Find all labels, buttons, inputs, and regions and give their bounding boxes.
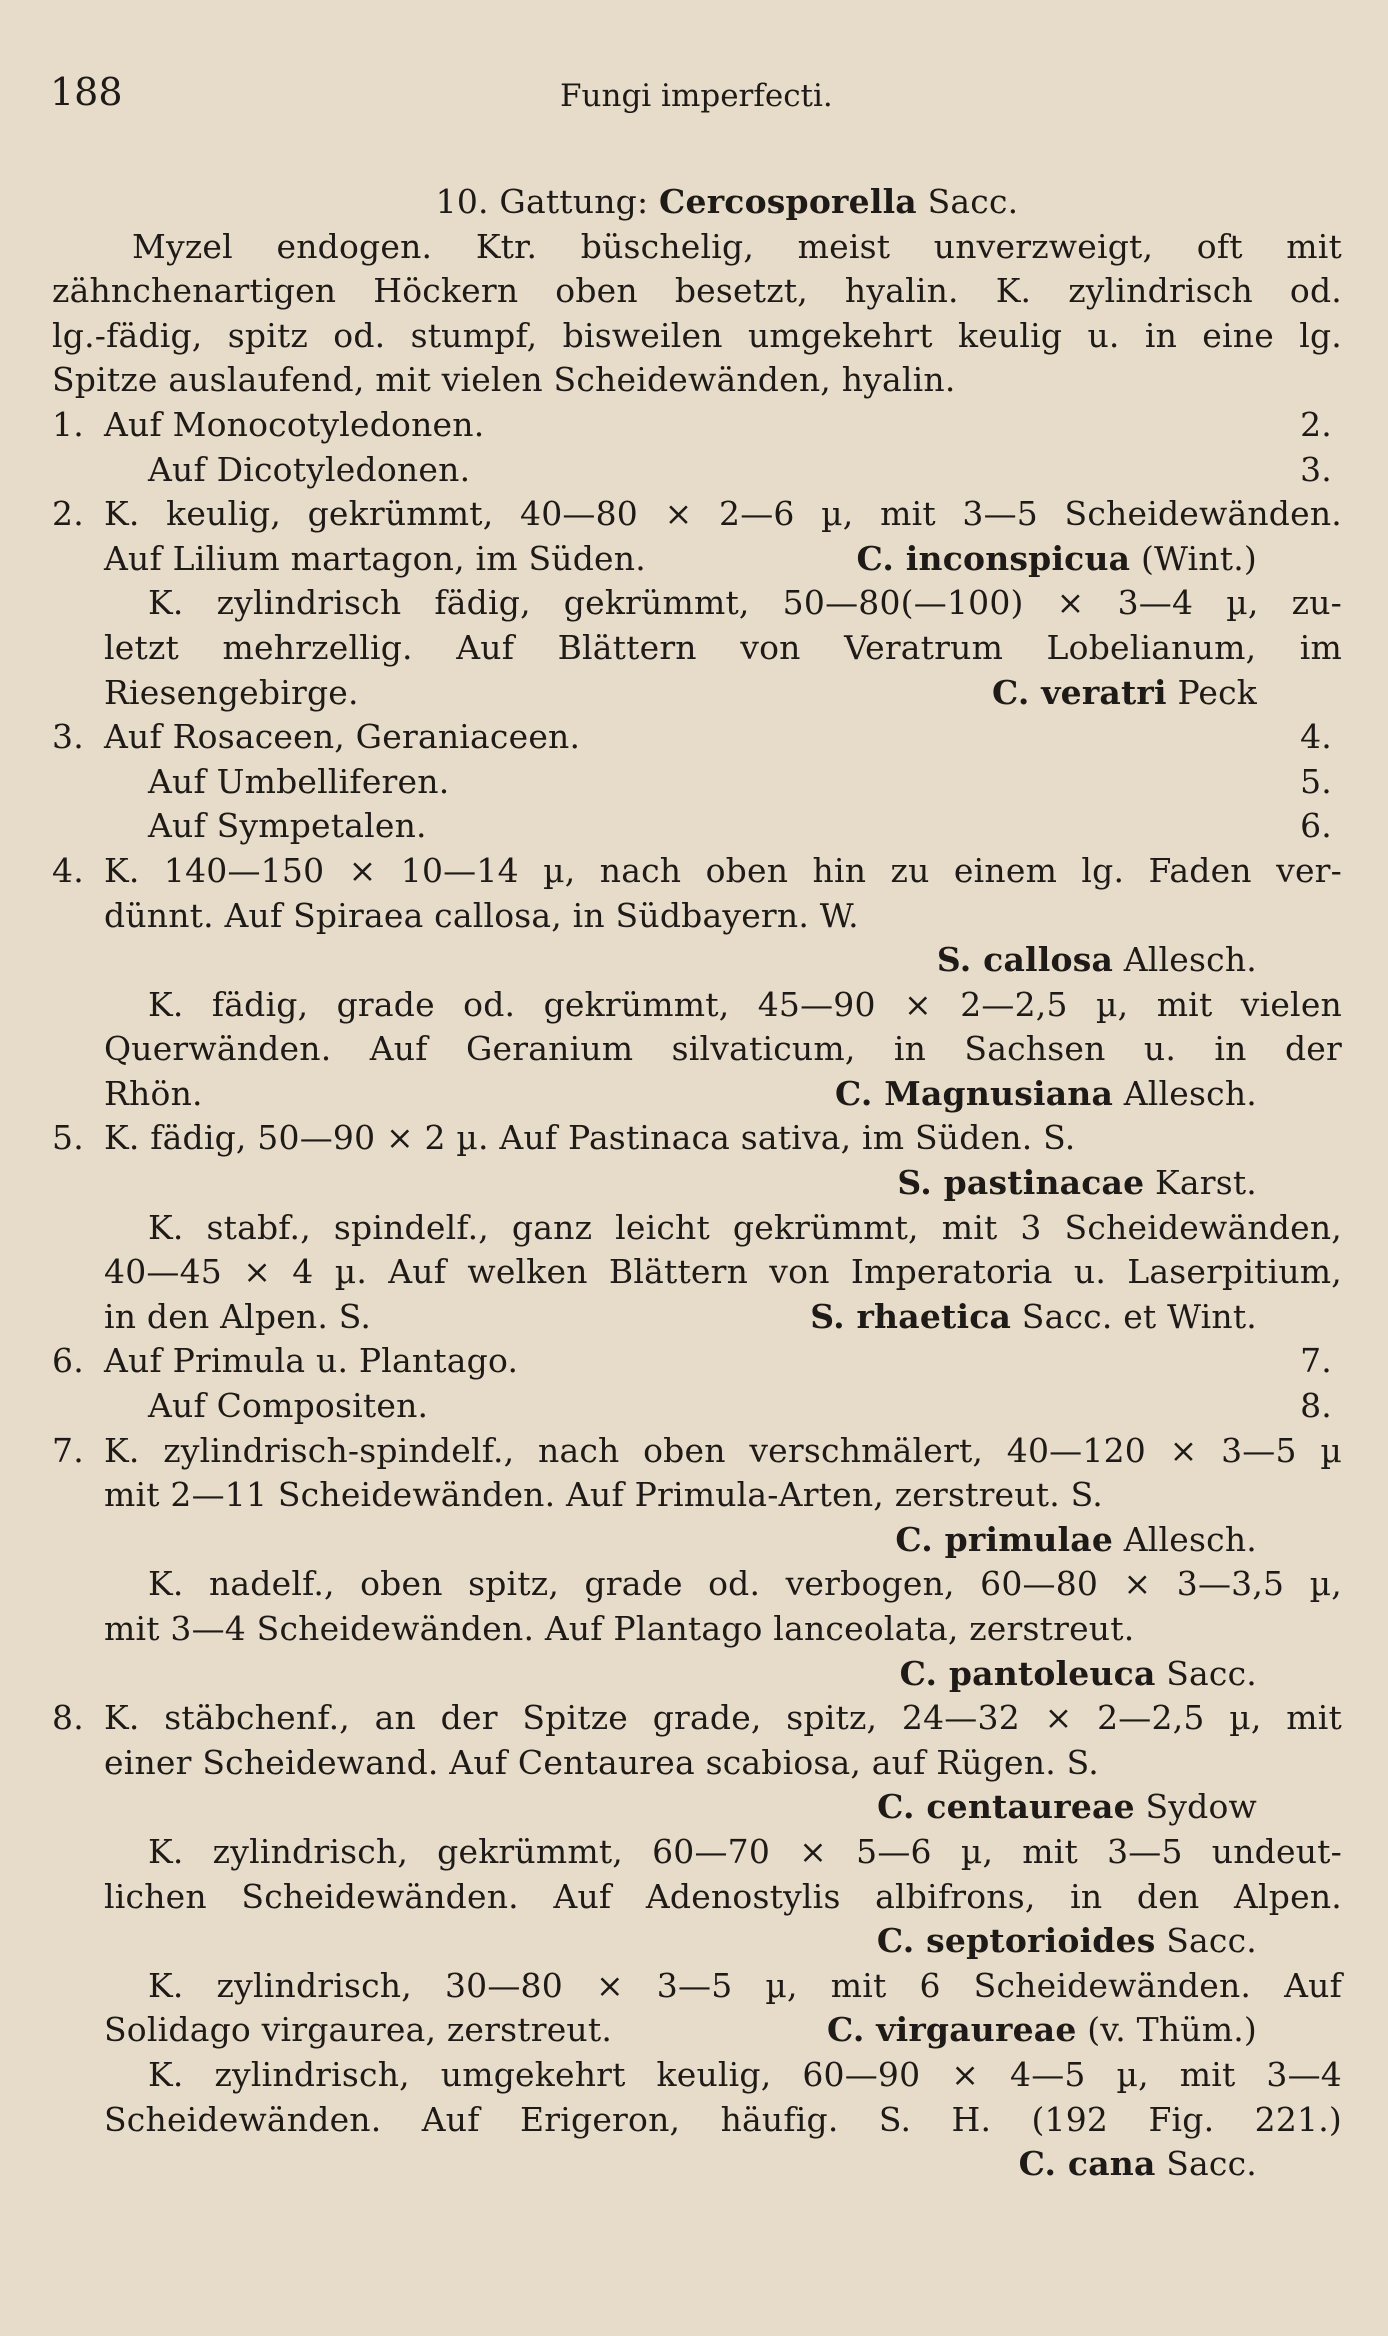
lead-reference: 3.	[1300, 449, 1332, 489]
key-line	[52, 1518, 1342, 1563]
key-line	[52, 1696, 1342, 1741]
key-line	[52, 2098, 1342, 2143]
species-name: C. septorioides	[876, 1921, 1156, 1961]
key-line	[52, 225, 1342, 270]
line-text: Querwänden. Auf Geranium silvaticum, in Sachsen u. in der	[104, 1029, 1342, 1069]
line-text: mit 3—4 Scheidewänden. Auf Plantago lanceolata, zerstreut.	[104, 1609, 1135, 1648]
species-name: S. callosa	[936, 940, 1114, 980]
couplet-number: 5.	[52, 1118, 84, 1158]
species-name: C. pantoleuca	[899, 1653, 1156, 1693]
key-line	[52, 1741, 1342, 1786]
couplet-number: 7.	[52, 1430, 84, 1470]
key-line	[52, 492, 1342, 537]
species-author: (Wint.)	[1130, 538, 1257, 578]
genus-author: Sacc.	[927, 182, 1019, 221]
key-line	[52, 2142, 1342, 2187]
key-line	[52, 1652, 1342, 1697]
key-line	[52, 1473, 1342, 1518]
key-line	[52, 715, 1342, 760]
line-text: lichen Scheidewänden. Auf Adenostylis albifrons, in den Alpen.	[104, 1876, 1342, 1916]
couplet-number: 6.	[52, 1341, 84, 1381]
species-author: Allesch.	[1113, 940, 1257, 980]
species-name: C. inconspicua	[856, 538, 1131, 578]
key-line	[52, 1339, 1342, 1384]
key-line	[52, 1875, 1342, 1920]
genus-name: Cercosporella	[659, 182, 917, 221]
line-text: Auf Sympetalen.	[148, 806, 427, 846]
line-text: K. fädig, 50—90 × 2 µ. Auf Pastinaca sativa, im Süden. S.	[104, 1118, 1076, 1158]
species-author: Sacc.	[1155, 2144, 1257, 2184]
species-name: C. Magnusiana	[834, 1073, 1114, 1113]
line-text: Auf Rosaceen, Geraniaceen.	[104, 717, 581, 757]
key-line	[52, 1206, 1342, 1251]
key-line	[52, 1250, 1342, 1295]
line-text: K. zylindrisch, gekrümmt, 60—70 × 5—6 µ, mit 3—5 undeut-	[148, 1831, 1342, 1871]
species-name: C. cana	[1018, 2144, 1156, 2184]
line-text: zähnchenartigen Höckern oben besetzt, hyalin. K. zylindrisch od.	[52, 271, 1342, 311]
line-text: Auf Umbelliferen.	[148, 761, 450, 801]
page-body	[52, 180, 1342, 2187]
genus-heading	[52, 180, 1342, 225]
running-title: Fungi imperfecti.	[560, 78, 833, 114]
line-text: lg.-fädig, spitz od. stumpf, bisweilen umgekehrt keulig u. in eine lg.	[52, 315, 1342, 355]
species-author: Peck	[1166, 672, 1257, 712]
key-line	[52, 760, 1342, 805]
line-text: Riesengebirge.	[104, 672, 359, 712]
key-line	[52, 1161, 1342, 1206]
page-header	[50, 70, 1338, 130]
key-line	[52, 894, 1342, 939]
key-line	[52, 626, 1342, 671]
lead-reference: 6.	[1300, 806, 1332, 846]
species-author: Sydow	[1134, 1787, 1257, 1827]
key-line	[52, 403, 1342, 448]
species-name: S. rhaetica	[810, 1296, 1012, 1336]
line-text: Spitze auslaufend, mit vielen Scheidewänden, hyalin.	[52, 360, 956, 400]
species-name: C. veratri	[991, 672, 1167, 712]
species-author: Sacc.	[1155, 1921, 1257, 1961]
line-text: K. keulig, gekrümmt, 40—80 × 2—6 µ, mit 3—5 Scheidewänden.	[104, 494, 1342, 534]
line-text: Scheidewänden. Auf Erigeron, häufig. S. H. (192 Fig. 221.)	[104, 2099, 1342, 2139]
line-text: K. stabf., spindelf., ganz leicht gekrümmt, mit 3 Scheidewänden,	[148, 1207, 1342, 1247]
key-line	[52, 1116, 1342, 1161]
key-line	[52, 1607, 1342, 1652]
line-text: K. zylindrisch-spindelf., nach oben verschmälert, 40—120 × 3—5 µ	[104, 1430, 1342, 1470]
key-line	[52, 1785, 1342, 1830]
line-text: Auf Primula u. Plantago.	[104, 1341, 519, 1381]
species-author: Sacc.	[1155, 1653, 1257, 1693]
line-text: K. zylindrisch, umgekehrt keulig, 60—90 × 4—5 µ, mit 3—4	[148, 2054, 1342, 2094]
line-text: K. zylindrisch fädig, gekrümmt, 50—80(—100) × 3—4 µ, zu-	[148, 583, 1342, 623]
key-line	[52, 537, 1342, 582]
species-name: C. virgaureae	[826, 2010, 1077, 2050]
key-line	[52, 2053, 1342, 2098]
line-text: Myzel endogen. Ktr. büschelig, meist unverzweigt, oft mit	[132, 226, 1342, 266]
key-line	[52, 849, 1342, 894]
couplet-number: 8.	[52, 1698, 84, 1738]
key-line	[52, 938, 1342, 983]
key-line	[52, 269, 1342, 314]
key-line	[52, 671, 1342, 716]
key-line	[52, 1384, 1342, 1429]
key-line	[52, 804, 1342, 849]
lead-reference: 4.	[1300, 717, 1332, 757]
key-line	[52, 1027, 1342, 1072]
line-text: K. zylindrisch, 30—80 × 3—5 µ, mit 6 Scheidewänden. Auf	[148, 1965, 1342, 2005]
key-line	[52, 358, 1342, 403]
line-text: einer Scheidewand. Auf Centaurea scabiosa, auf Rügen. S.	[104, 1742, 1099, 1782]
species-name: C. primulae	[895, 1519, 1114, 1559]
line-text: mit 2—11 Scheidewänden. Auf Primula-Arten, zerstreut. S.	[104, 1475, 1103, 1515]
line-text: K. nadelf., oben spitz, grade od. verbogen, 60—80 × 3—3,5 µ,	[148, 1564, 1342, 1604]
line-text: 40—45 × 4 µ. Auf welken Blättern von Imperatoria u. Laserpitium,	[104, 1252, 1342, 1292]
line-text: K. fädig, grade od. gekrümmt, 45—90 × 2—2,5 µ, mit vielen	[148, 984, 1342, 1024]
key-line	[52, 983, 1342, 1028]
lead-reference: 5.	[1300, 761, 1332, 801]
species-author: Karst.	[1144, 1163, 1257, 1203]
species-name: C. centaureae	[877, 1787, 1135, 1827]
line-text: letzt mehrzellig. Auf Blättern von Veratrum Lobelianum, im	[104, 627, 1342, 667]
species-name: S. pastinacae	[897, 1163, 1145, 1203]
page-number: 188	[50, 70, 123, 114]
species-author: (v. Thüm.)	[1076, 2010, 1257, 2050]
line-text: dünnt. Auf Spiraea callosa, in Südbayern. W.	[104, 895, 859, 935]
genus-prefix: 10. Gattung:	[435, 182, 649, 221]
lead-reference: 7.	[1300, 1341, 1332, 1381]
line-text: Auf Compositen.	[148, 1386, 429, 1426]
lead-reference: 2.	[1300, 404, 1332, 444]
couplet-number: 4.	[52, 850, 84, 890]
line-text: Auf Lilium martagon, im Süden.	[104, 538, 646, 578]
line-text: Solidago virgaurea, zerstreut.	[104, 2010, 613, 2050]
line-text: Auf Dicotyledonen.	[148, 449, 471, 489]
line-text: Rhön.	[104, 1073, 203, 1113]
line-text: Auf Monocotyledonen.	[104, 404, 485, 444]
line-text: K. stäbchenf., an der Spitze grade, spitz, 24—32 × 2—2,5 µ, mit	[104, 1698, 1342, 1738]
line-text: in den Alpen. S.	[104, 1296, 372, 1336]
couplet-number: 1.	[52, 404, 84, 444]
key-line	[52, 1830, 1342, 1875]
key-line	[52, 1072, 1342, 1117]
key-line	[52, 581, 1342, 626]
line-text: K. 140—150 × 10—14 µ, nach oben hin zu einem lg. Faden ver-	[104, 850, 1342, 890]
key-line	[52, 1295, 1342, 1340]
key-line	[52, 314, 1342, 359]
couplet-number: 2.	[52, 494, 84, 534]
key-line	[52, 2008, 1342, 2053]
key-line	[52, 1964, 1342, 2009]
key-line	[52, 448, 1342, 493]
species-author: Allesch.	[1113, 1519, 1257, 1559]
key-line	[52, 1919, 1342, 1964]
lead-reference: 8.	[1300, 1386, 1332, 1426]
couplet-number: 3.	[52, 717, 84, 757]
key-line	[52, 1429, 1342, 1474]
key-line	[52, 1562, 1342, 1607]
species-author: Allesch.	[1113, 1073, 1257, 1113]
species-author: Sacc. et Wint.	[1011, 1296, 1257, 1336]
